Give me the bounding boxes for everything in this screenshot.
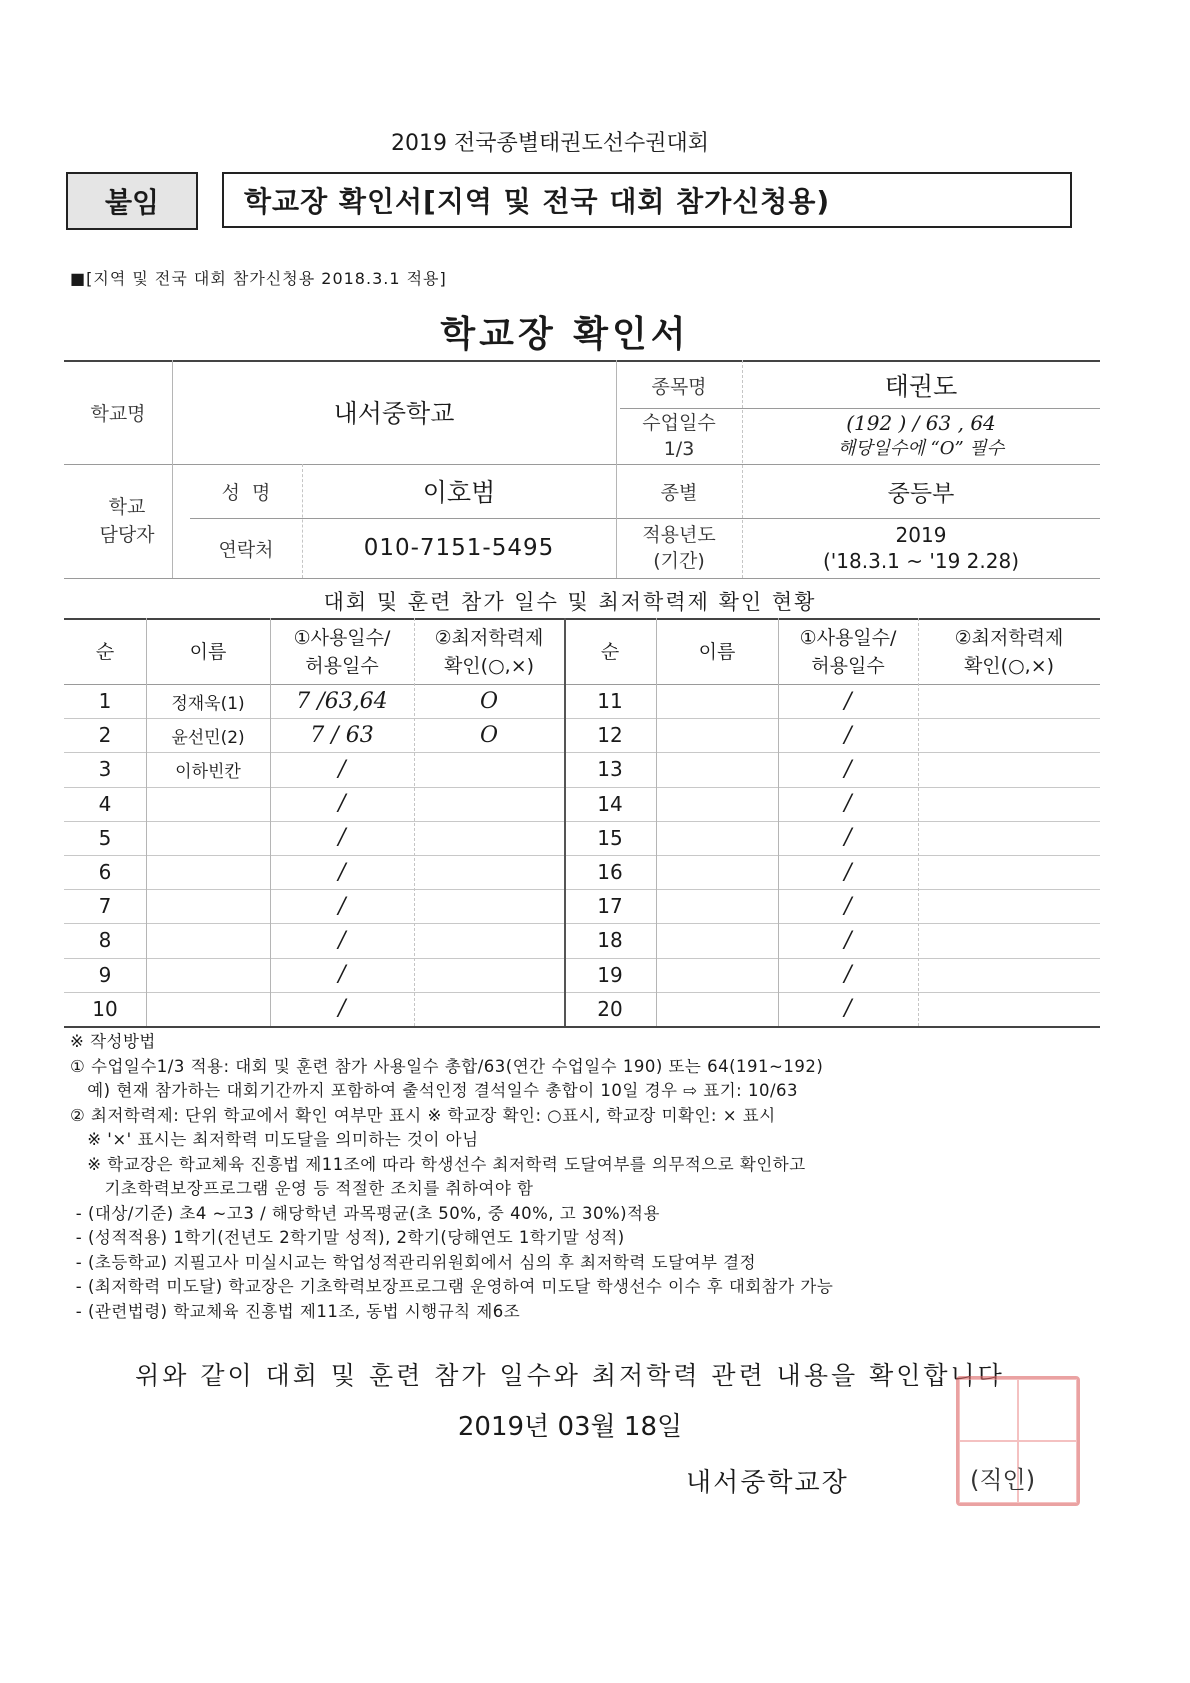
left-row-3-name: 이하빈칸 bbox=[175, 761, 241, 782]
left-row-8-days: / bbox=[338, 927, 346, 953]
right-row-20-check bbox=[918, 992, 1100, 1026]
confirmation-date: 2019년 03월 18일 bbox=[457, 1412, 683, 1442]
head-min-left-line1: ②최저학력제 bbox=[434, 627, 544, 649]
right-row-18-days: / bbox=[844, 927, 852, 953]
head-days-right-line2: 허용일수 bbox=[811, 655, 885, 677]
class-days-label-line2: 1/3 bbox=[663, 438, 695, 460]
contact-label: 연락처 bbox=[218, 538, 274, 561]
right-row-16-check bbox=[918, 855, 1100, 889]
sport-value: 태권도 bbox=[884, 372, 958, 401]
right-row-11-check bbox=[918, 684, 1100, 718]
right-row-18-name bbox=[656, 923, 778, 957]
instruction-line: ② 최저학력제: 단위 학교에서 확인 여부만 표시 ※ 학교장 확인: ○표시, 학교장 미확인: × 표시 bbox=[70, 1105, 776, 1125]
year-value bbox=[742, 518, 1100, 578]
instruction-line: ※ '×' 표시는 최저학력 미도달을 의미하는 것이 아님 bbox=[70, 1130, 479, 1149]
right-row-15-name bbox=[656, 821, 778, 855]
instruction-line: ※ 작성방법 bbox=[70, 1032, 156, 1051]
left-row-2-no: 2 bbox=[98, 723, 112, 748]
right-row-17-no: 17 bbox=[597, 894, 623, 919]
left-row-6-days: / bbox=[338, 859, 346, 885]
right-row-17-days: / bbox=[844, 893, 852, 919]
division-value: 중등부 bbox=[887, 480, 955, 507]
right-row-13-check bbox=[918, 752, 1100, 786]
left-row-1-days: 7 /63,64 bbox=[296, 688, 388, 714]
left-row-4-no: 4 bbox=[98, 791, 112, 816]
class-days-value-line2: 해당일수에 “O” 필수 bbox=[837, 438, 1005, 459]
right-row-14-days: / bbox=[844, 791, 852, 817]
year-label-line2: (기간) bbox=[653, 550, 705, 572]
left-row-5-no: 5 bbox=[98, 825, 112, 850]
right-row-15-days: / bbox=[844, 825, 852, 851]
left-row-4-name bbox=[146, 787, 270, 821]
left-row-10-days: / bbox=[338, 996, 346, 1022]
right-row-14-check bbox=[918, 787, 1100, 821]
left-row-7-days: / bbox=[338, 893, 346, 919]
form-heading: 학교장 확인서[지역 및 전국 대회 참가신청용) bbox=[222, 172, 1072, 228]
left-row-6-check bbox=[414, 855, 564, 889]
right-row-15-check bbox=[918, 821, 1100, 855]
class-days-label-line1: 수업일수 bbox=[642, 412, 716, 434]
left-row-2-name: 윤선민(2) bbox=[171, 727, 245, 748]
sport-label: 종목명 bbox=[651, 375, 707, 398]
year-value-line2: ('18.3.1 ~ '19 2.28) bbox=[822, 549, 1020, 573]
right-row-19-days: / bbox=[844, 962, 852, 988]
instruction-line: 기초학력보장프로그램 운영 등 적절한 조치를 취하여야 함 bbox=[70, 1179, 534, 1198]
instruction-line: - (대상/기준) 초4 ~고3 / 해당학년 과목평균(초 50%, 중 40%, 고 30%)적용 bbox=[70, 1203, 660, 1223]
right-row-15-no: 15 bbox=[597, 825, 623, 850]
left-row-8-name bbox=[146, 923, 270, 957]
right-row-11-name bbox=[656, 684, 778, 718]
left-row-7-name bbox=[146, 889, 270, 923]
instruction-line: - (초등학교) 지필고사 미실시교는 학업성적관리위원회에서 심의 후 최저학력 도달여부 결정 bbox=[70, 1252, 757, 1272]
right-row-20-days: / bbox=[844, 996, 852, 1022]
seal-label: (직인) bbox=[970, 1466, 1036, 1494]
participation-table-title: 대회 및 훈련 참가 일수 및 최저학력제 확인 현황 bbox=[323, 590, 817, 614]
head-days-left-line1: ①사용일수/ bbox=[293, 627, 391, 649]
right-row-12-no: 12 bbox=[597, 723, 623, 748]
principal-signature-label: 내서중학교장 bbox=[686, 1468, 849, 1498]
right-row-16-days: / bbox=[844, 859, 852, 885]
manager-label-line1: 학교 bbox=[108, 496, 146, 518]
left-row-2-days: 7 / 63 bbox=[310, 722, 374, 748]
head-name-right: 이름 bbox=[698, 641, 736, 663]
instruction-line: ※ 학교장은 학교체육 진흥법 제11조에 따라 학생선수 최저학력 도달여부를 의무적으로 확인하고 bbox=[70, 1154, 806, 1174]
left-row-1-name: 정재욱(1) bbox=[171, 693, 245, 714]
school-label: 학교명 bbox=[90, 402, 146, 425]
instruction-line: ① 수업일수1/3 적용: 대회 및 훈련 참가 사용일수 총합/63(연간 수업일수 190) 또는 64(191~192) bbox=[70, 1056, 824, 1076]
left-row-5-check bbox=[414, 821, 564, 855]
left-row-3-days: / bbox=[338, 756, 346, 782]
left-row-10-no: 10 bbox=[92, 996, 118, 1021]
right-row-12-check bbox=[918, 718, 1100, 752]
right-row-12-name bbox=[656, 718, 778, 752]
year-label-line1: 적용년도 bbox=[642, 524, 716, 546]
name-value: 이호범 bbox=[422, 478, 496, 507]
class-days-value-line1: (192 ) / 63 , 64 bbox=[846, 411, 996, 435]
table-bottom-border bbox=[64, 1026, 1100, 1028]
left-row-9-check bbox=[414, 958, 564, 992]
right-row-14-name bbox=[656, 787, 778, 821]
left-row-8-check bbox=[414, 923, 564, 957]
head-min-right bbox=[918, 620, 1100, 684]
manager-label bbox=[64, 464, 190, 578]
instruction-line: - (관련법령) 학교체육 진흥법 제11조, 동법 시행규칙 제6조 bbox=[70, 1301, 521, 1321]
name-label: 성 명 bbox=[221, 481, 271, 504]
head-days-right bbox=[778, 620, 918, 684]
right-row-13-days: / bbox=[844, 756, 852, 782]
class-days-value bbox=[742, 408, 1100, 464]
right-row-11-days: / bbox=[844, 688, 852, 714]
contact-value: 010-7151-5495 bbox=[363, 535, 555, 561]
division-label: 종별 bbox=[660, 481, 698, 504]
instruction-line: - (성적적용) 1학기(전년도 2학기말 성적), 2학기(당해연도 1학기말 성적) bbox=[70, 1228, 625, 1247]
right-row-14-no: 14 bbox=[597, 791, 623, 816]
head-no-right: 순 bbox=[600, 641, 620, 663]
right-row-12-days: / bbox=[844, 722, 852, 748]
head-days-left-line2: 허용일수 bbox=[305, 655, 379, 677]
manager-label-line2: 담당자 bbox=[99, 524, 155, 546]
instruction-line: 예) 현재 참가하는 대회기간까지 포함하여 출석인정 결석일수 총합이 10일 경우 ⇨ 표기: 10/63 bbox=[70, 1081, 799, 1100]
left-row-4-check bbox=[414, 787, 564, 821]
head-min-left bbox=[414, 620, 564, 684]
writing-instructions bbox=[70, 1030, 1100, 1324]
head-days-right-line1: ①사용일수/ bbox=[799, 627, 897, 649]
left-row-8-no: 8 bbox=[98, 928, 112, 953]
year-value-line1: 2019 bbox=[895, 523, 947, 547]
right-row-16-name bbox=[656, 855, 778, 889]
right-row-18-check bbox=[918, 923, 1100, 957]
left-row-5-days: / bbox=[338, 825, 346, 851]
right-row-19-check bbox=[918, 958, 1100, 992]
year-label bbox=[616, 518, 742, 578]
left-row-1-no: 1 bbox=[98, 689, 112, 714]
left-row-5-name bbox=[146, 821, 270, 855]
document-title: 학교장 확인서 bbox=[440, 314, 690, 355]
instruction-line: - (최저학력 미도달) 학교장은 기초학력보장프로그램 운영하여 미도달 학생선수 이수 후 대회참가 가능 bbox=[70, 1277, 834, 1296]
left-row-9-name bbox=[146, 958, 270, 992]
left-row-1-check: O bbox=[479, 688, 499, 714]
left-row-3-check bbox=[414, 752, 564, 786]
head-no-left: 순 bbox=[95, 641, 115, 663]
head-min-left-line2: 확인(○,×) bbox=[443, 655, 535, 677]
left-row-9-no: 9 bbox=[98, 962, 112, 987]
confirmation-statement: 위와 같이 대회 및 훈련 참가 일수와 최저학력 관련 내용을 확인합니다 bbox=[135, 1361, 1005, 1390]
right-row-11-no: 11 bbox=[597, 689, 623, 714]
info-bottom-border bbox=[64, 578, 1100, 579]
left-row-4-days: / bbox=[338, 791, 346, 817]
right-row-16-no: 16 bbox=[597, 860, 623, 885]
left-row-6-no: 6 bbox=[98, 860, 112, 885]
right-row-20-no: 20 bbox=[597, 996, 623, 1021]
head-min-right-line1: ②최저학력제 bbox=[954, 627, 1064, 649]
left-row-6-name bbox=[146, 855, 270, 889]
right-row-17-check bbox=[918, 889, 1100, 923]
left-row-2-check: O bbox=[479, 722, 499, 748]
left-row-7-check bbox=[414, 889, 564, 923]
right-row-18-no: 18 bbox=[597, 928, 623, 953]
attachment-badge: 붙임 bbox=[66, 172, 198, 230]
head-days-left bbox=[270, 620, 414, 684]
right-row-20-name bbox=[656, 992, 778, 1026]
left-row-9-days: / bbox=[338, 962, 346, 988]
left-row-10-name bbox=[146, 992, 270, 1026]
left-row-3-no: 3 bbox=[98, 757, 112, 782]
right-row-17-name bbox=[656, 889, 778, 923]
applicable-note: ■[지역 및 전국 대회 참가신청용 2018.3.1 적용] bbox=[70, 269, 447, 288]
left-row-10-check bbox=[414, 992, 564, 1026]
class-days-label bbox=[616, 408, 742, 464]
right-row-19-name bbox=[656, 958, 778, 992]
school-value: 내서중학교 bbox=[333, 399, 455, 428]
head-min-right-line2: 확인(○,×) bbox=[963, 655, 1055, 677]
right-row-13-name bbox=[656, 752, 778, 786]
right-row-13-no: 13 bbox=[597, 757, 623, 782]
right-row-19-no: 19 bbox=[597, 962, 623, 987]
event-title: 2019 전국종별태권도선수권대회 bbox=[390, 131, 709, 156]
head-name-left: 이름 bbox=[189, 641, 227, 663]
left-row-7-no: 7 bbox=[98, 894, 112, 919]
